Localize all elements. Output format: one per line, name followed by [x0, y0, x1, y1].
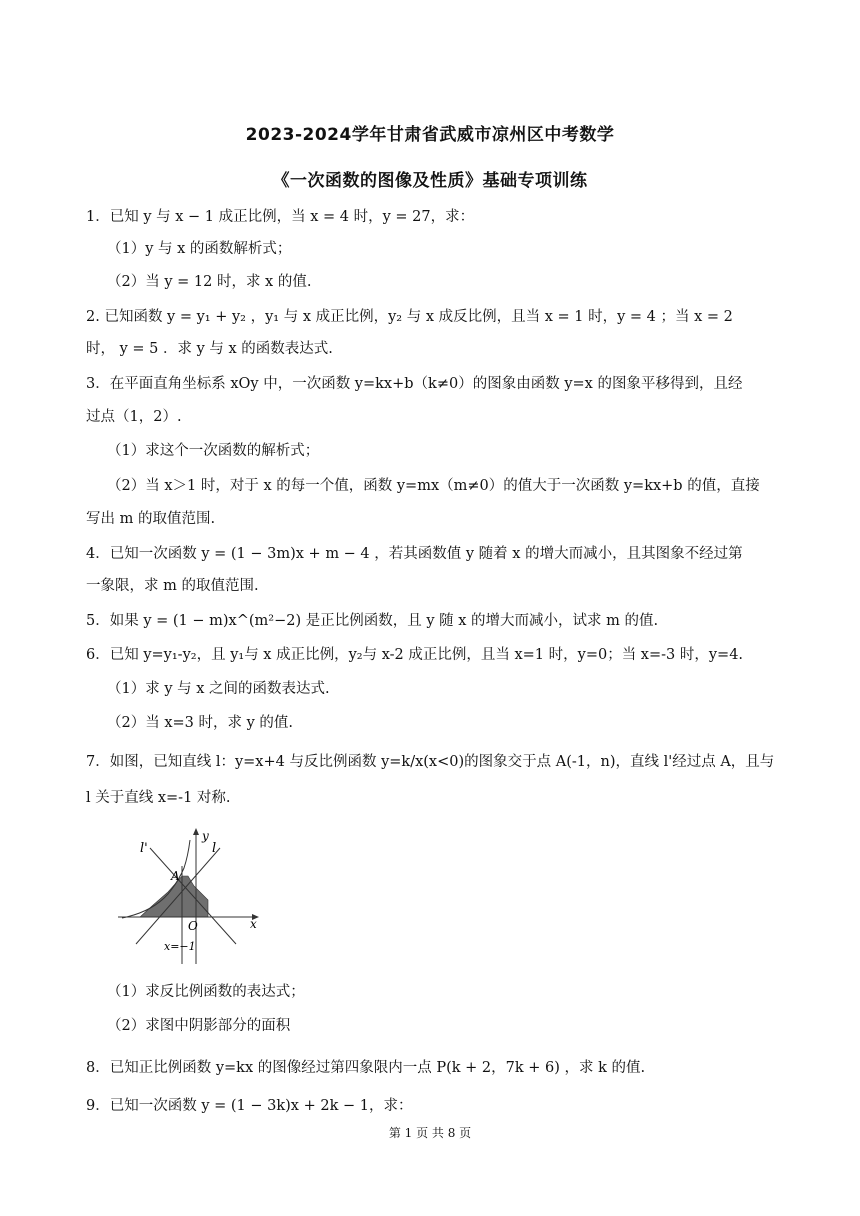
q6-part2: （2）当 x=3 时，求 y 的值. — [107, 715, 294, 731]
line-l — [136, 848, 220, 944]
q1-stem: 1．已知 y 与 x − 1 成正比例，当 x = 4 时，y = 27，求： — [86, 209, 475, 225]
q1-part1: （1）y 与 x 的函数解析式； — [107, 241, 292, 257]
q7-part2: （2）求图中阴影部分的面积 — [107, 1018, 291, 1034]
q8-stem: 8．已知正比例函数 y=kx 的图像经过第四象限内一点 P(k + 2，7k + 6) ，求 k 的值. — [86, 1060, 646, 1076]
q3-part2-cont: 写出 m 的取值范围. — [86, 511, 216, 527]
q7-graph — [112, 826, 262, 966]
q7-part1: （1）求反比例函数的表达式； — [107, 984, 305, 1000]
y-axis-arrow-icon — [193, 828, 199, 835]
q3-stem-cont: 过点（1，2）. — [86, 409, 182, 425]
q9-stem: 9．已知一次函数 y = (1 − 3k)x + 2k − 1，求： — [86, 1098, 413, 1114]
q3-part2: （2）当 x＞1 时，对于 x 的每一个值，函数 y=mx（m≠0）的值大于一次函数 y=kx+b 的值，直接 — [107, 478, 760, 494]
q7-figure — [112, 826, 262, 970]
q7-stem: 7．如图，已知直线 l：y=x+4 与反比例函数 y=k/x(x<0)的图象交于点 A(-1，n)，直线 l'经过点 A，且与 — [86, 754, 775, 770]
q1-part2: （2）当 y = 12 时，求 x 的值. — [107, 274, 312, 290]
q4-stem: 4．已知一次函数 y = (1 − 3m)x + m − 4 ，若其函数值 y 随着 x 的增大而减小，且其图象不经过第 — [86, 546, 743, 562]
label-x-neg1: x=−1 — [164, 940, 196, 953]
q6-part1: （1）求 y 与 x 之间的函数表达式. — [107, 681, 330, 697]
q6-stem: 6．已知 y=y₁-y₂，且 y₁与 x 成正比例，y₂与 x-2 成正比例，且当 x=1 时，y=0；当 x=-3 时，y=4. — [86, 647, 744, 663]
q2-stem: 2. 已知函数 y = y₁ + y₂ ，y₁ 与 x 成正比例，y₂ 与 x 成反比例，且当 x = 1 时，y = 4 ；当 x = 2 — [86, 309, 733, 325]
q3-stem: 3．在平面直角坐标系 xOy 中，一次函数 y=kx+b（k≠0）的图象由函数 y=x 的图象平移得到，且经 — [86, 376, 743, 392]
label-y: y — [202, 829, 209, 843]
label-A: A — [171, 869, 180, 883]
q5-stem: 5．如果 y = (1 − m)x^(m²−2) 是正比例函数，且 y 随 x 的增大而减小，试求 m 的值. — [86, 613, 659, 629]
page-footer: 第 1 页 共 8 页 — [388, 1126, 472, 1140]
q3-part1: （1）求这个一次函数的解析式； — [107, 443, 320, 459]
label-O: O — [188, 919, 198, 933]
label-l-prime: l' — [140, 841, 148, 856]
title-line-1: 2023-2024学年甘肃省武威市凉州区中考数学 — [245, 125, 615, 145]
q2-stem-cont: 时， y = 5 ．求 y 与 x 的函数表达式. — [86, 341, 333, 357]
q7-stem-cont: l 关于直线 x=-1 对称. — [86, 790, 231, 806]
title-line-2: 《一次函数的图像及性质》基础专项训练 — [272, 171, 588, 191]
q4-stem-cont: 一象限，求 m 的取值范围. — [86, 578, 259, 594]
label-l: l — [212, 841, 217, 856]
label-x: x — [250, 917, 257, 931]
